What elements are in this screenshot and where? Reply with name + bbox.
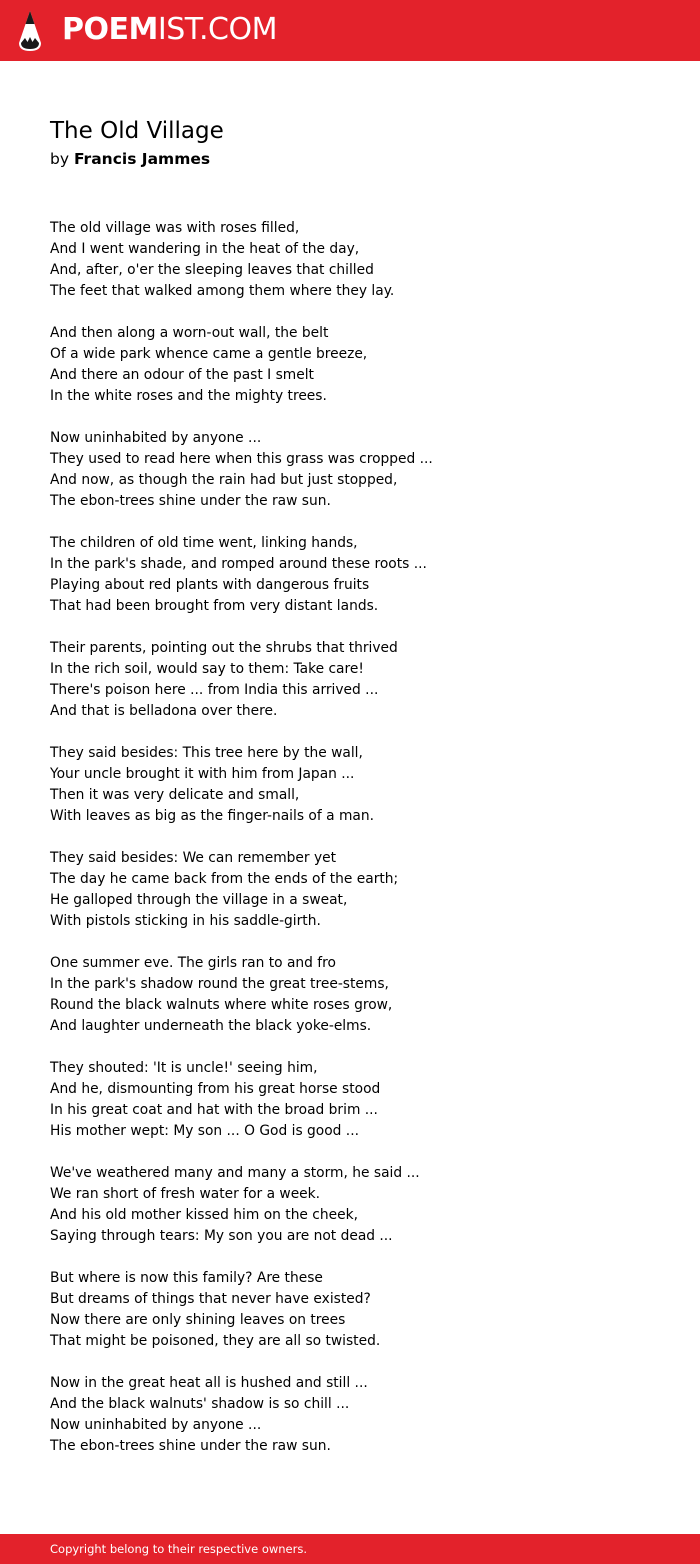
poem-line: That had been brought from very distant lands. [50, 598, 379, 614]
stanza [50, 638, 670, 722]
poem-line: The old village was with roses filled, [50, 220, 300, 236]
poem-line: There's poison here ... from India this arrived ... [50, 682, 379, 698]
stanza [50, 218, 670, 302]
poem-line: Now there are only shining leaves on trees [50, 1312, 346, 1328]
poem-line: The feet that walked among them where they lay. [50, 283, 395, 299]
stanza [50, 428, 670, 512]
poem-line: The ebon-trees shine under the raw sun. [50, 493, 331, 509]
poem-line: And that is belladona over there. [50, 703, 278, 719]
poem-line: And there an odour of the past I smelt [50, 367, 314, 383]
poem-body [50, 218, 670, 1478]
poem-line: And I went wandering in the heat of the day, [50, 241, 360, 257]
site-footer [0, 1534, 700, 1564]
stanza [50, 1268, 670, 1352]
poem-line: He galloped through the village in a sweat, [50, 892, 348, 908]
stanza [50, 533, 670, 617]
stanza [50, 743, 670, 827]
poem-line: They said besides: This tree here by the wall, [50, 745, 363, 761]
poem-line: That might be poisoned, they are all so twisted. [50, 1333, 381, 1349]
poem-line: Saying through tears: My son you are not dead ... [50, 1228, 393, 1244]
site-header [0, 0, 700, 61]
stanza [50, 1373, 670, 1457]
poem-line: In the white roses and the mighty trees. [50, 388, 327, 404]
poem-line: Round the black walnuts where white roses grow, [50, 997, 393, 1013]
poem-line: The children of old time went, linking hands, [50, 535, 358, 551]
poem-line: Now in the great heat all is hushed and still ... [50, 1375, 368, 1391]
poem-line: And the black walnuts' shadow is so chill ... [50, 1396, 350, 1412]
poem-line: In the park's shadow round the great tree-stems, [50, 976, 389, 992]
site-logo[interactable] [62, 12, 277, 48]
logo-text-bold: POEM [62, 12, 158, 47]
byline [50, 148, 210, 170]
poem-line: With leaves as big as the finger-nails of a man. [50, 808, 374, 824]
poem-author[interactable]: Francis Jammes [73, 150, 211, 168]
poem-line: The day he came back from the ends of the earth; [50, 871, 399, 887]
poem-line: In the park's shade, and romped around these roots ... [50, 556, 427, 572]
poem-line: We've weathered many and many a storm, he said ... [50, 1165, 420, 1181]
poem-line: In his great coat and hat with the broad brim ... [50, 1102, 378, 1118]
poem-line: Of a wide park whence came a gentle breeze, [50, 346, 368, 362]
poem-line: But where is now this family? Are these [50, 1270, 323, 1286]
poem-line: Then it was very delicate and small, [50, 787, 300, 803]
poem-line: In the rich soil, would say to them: Take care! [50, 661, 364, 677]
poem-line: Now uninhabited by anyone ... [50, 1417, 262, 1433]
logo-text-light: IST.COM [157, 12, 277, 47]
poem-line: And laughter underneath the black yoke-elms. [50, 1018, 372, 1034]
poem-line: They shouted: 'It is uncle!' seeing him, [50, 1060, 318, 1076]
poem-line: They said besides: We can remember yet [50, 850, 337, 866]
poem-line: His mother wept: My son ... O God is good ... [50, 1123, 359, 1139]
poem-line: And, after, o'er the sleeping leaves that chilled [50, 262, 374, 278]
poem-line: The ebon-trees shine under the raw sun. [50, 1438, 331, 1454]
stanza [50, 1163, 670, 1247]
stanza [50, 848, 670, 932]
stanza [50, 1058, 670, 1142]
pencil-tip-icon[interactable] [17, 10, 43, 52]
poem-line: Now uninhabited by anyone ... [50, 430, 262, 446]
poem-line: But dreams of things that never have existed? [50, 1291, 371, 1307]
stanza [50, 953, 670, 1037]
by-label: by [50, 150, 70, 168]
poem-line: And his old mother kissed him on the cheek, [50, 1207, 358, 1223]
poem-line: We ran short of fresh water for a week. [50, 1186, 321, 1202]
poem-line: One summer eve. The girls ran to and fro [50, 955, 336, 971]
poem-line: Your uncle brought it with him from Japan ... [50, 766, 355, 782]
poem-line: And then along a worn-out wall, the belt [50, 325, 329, 341]
poem-line: And now, as though the rain had but just stopped, [50, 472, 398, 488]
poem-title: The Old Village [50, 118, 224, 144]
poem-line: With pistols sticking in his saddle-girth. [50, 913, 321, 929]
poem-line: And he, dismounting from his great horse stood [50, 1081, 381, 1097]
poem-line: They used to read here when this grass was cropped ... [50, 451, 433, 467]
poem-line: Playing about red plants with dangerous fruits [50, 577, 370, 593]
poem-line: Their parents, pointing out the shrubs that thrived [50, 640, 398, 656]
copyright-text: Copyright belong to their respective owners. [50, 1542, 308, 1556]
stanza [50, 323, 670, 407]
